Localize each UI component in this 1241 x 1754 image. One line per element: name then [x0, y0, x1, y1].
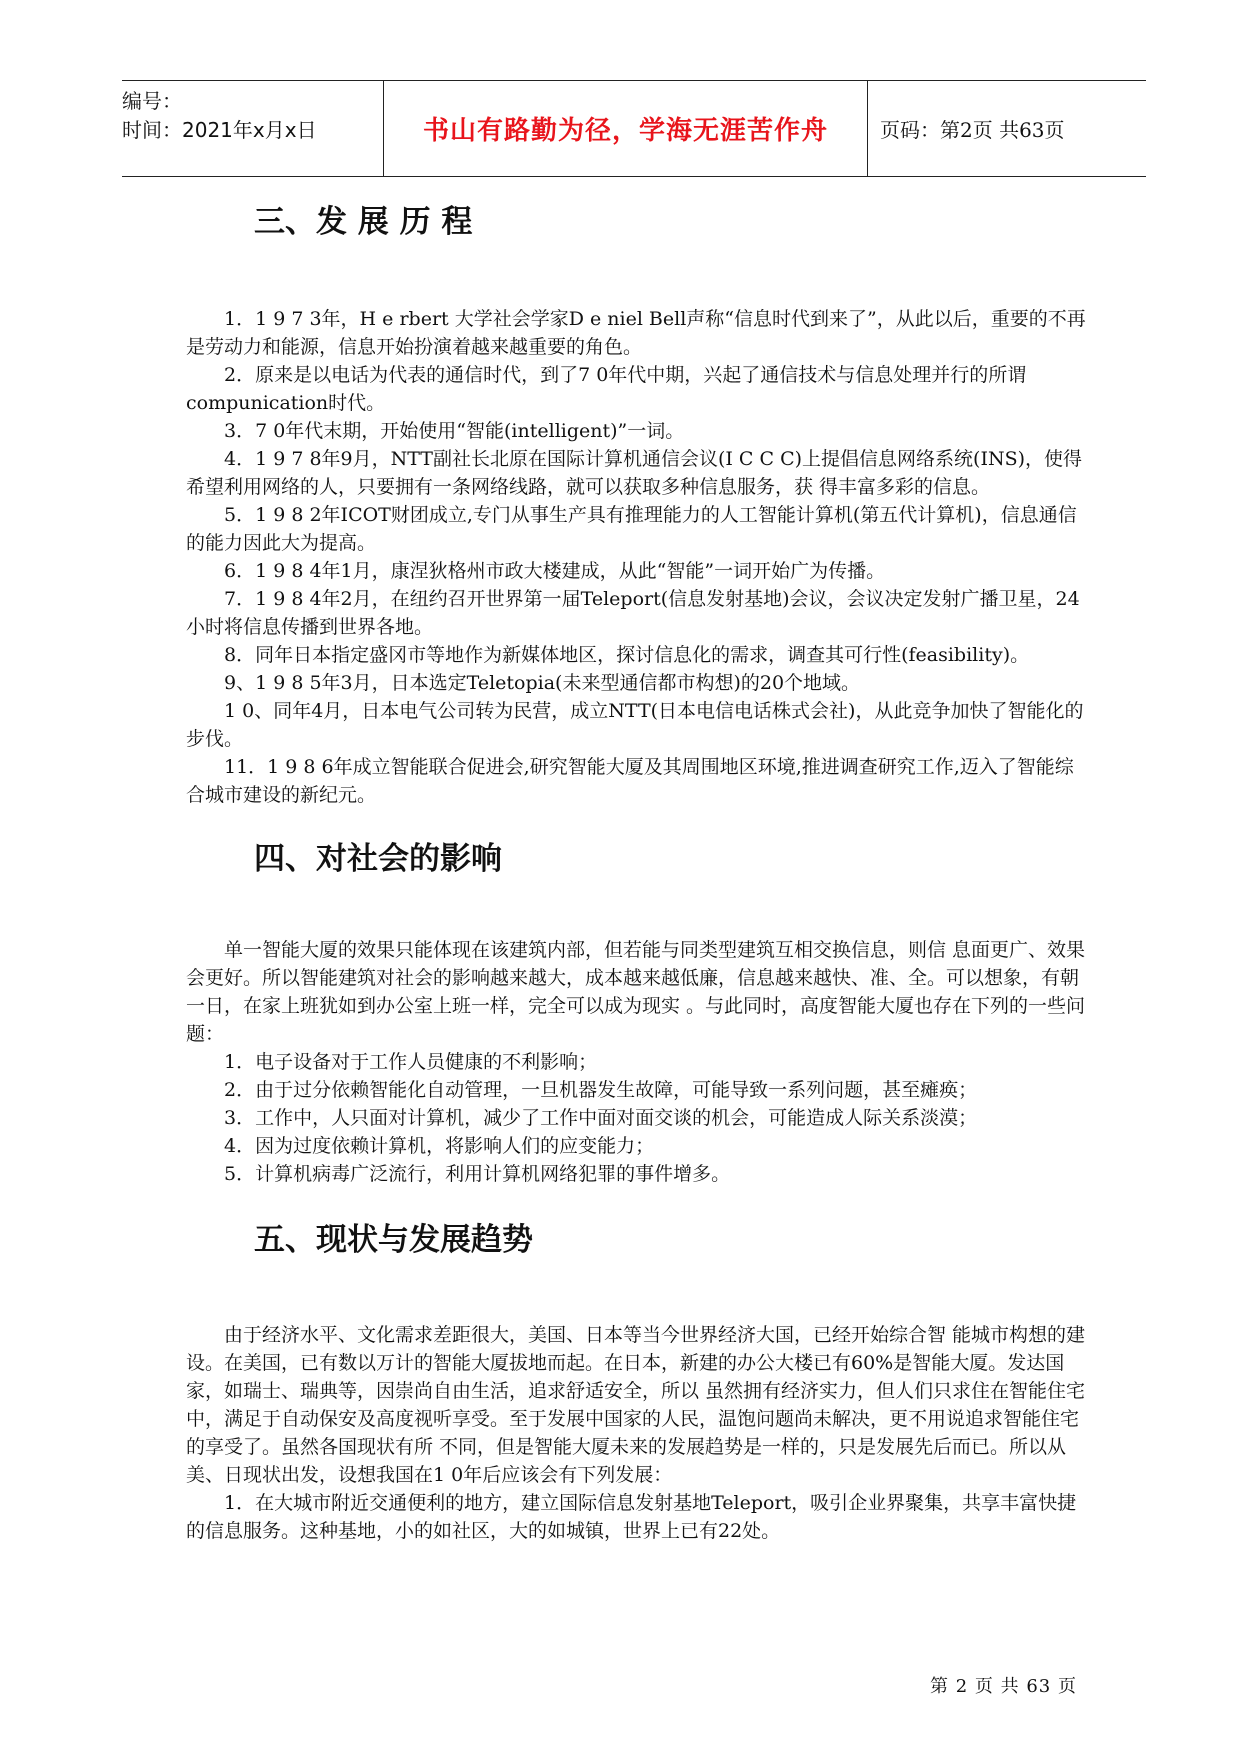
paragraph: 4．1 9 7 8年9月，NTT副社长北原在国际计算机通信会议(I C C C)上提倡信息网络系统(INS)，使得希望利用网络的人，只要拥有一条网络线路，就可以获取多种信息服务，获 得丰富多彩的信息。 — [186, 448, 1083, 498]
paragraph: 5．计算机病毒广泛流行，利用计算机网络犯罪的事件增多。 — [224, 1163, 731, 1185]
motto-text: 书山有路勤为径，学海无涯苦作舟 — [422, 116, 828, 146]
paragraph: 由于经济水平、文化需求差距很大，美国、日本等当今世界经济大国，已经开始综合智 能城市构想的建设。在美国，已有数以万计的智能大厦拔地而起。在日本，新建的办公大楼已有60%是智能大厦。发达国家，如瑞士、瑞典等，因崇尚自由生活，追求舒适安全，所以 虽然拥有经济实力，但人们只求住在智能住宅中，满足于自动保安及高度视听享受。至于发展中国家的人民，温饱问题尚未解决，更不用说追求智能住宅的享受了。虽然各国现状有所 不同，但是智能大厦未来的发展趋势是一样的，只是发展先后而已。所以从美、日现状出发，设想我国在1 0年后应该会有下列发展： — [186, 1324, 1086, 1486]
paragraph: 11．1 9 8 6年成立智能联合促进会,研究智能大厦及其周围地区环境,推进调查研究工作,迈入了智能综合城市建设的新纪元。 — [186, 756, 1074, 806]
trends-list — [186, 1321, 1086, 1545]
header-page-info-cell — [868, 81, 1146, 176]
paragraph: 单一智能大厦的效果只能体现在该建筑内部，但若能与同类型建筑互相交换信息，则信 息面更广、效果会更好。所以智能建筑对社会的影响越来越大，成本越来越低廉，信息越来越快、准、全。可以想象，有朝一日，在家上班犹如到办公室上班一样，完全可以成为现实 。与此同时，高度智能大厦也存在下列的一些问题： — [186, 939, 1086, 1045]
history-list — [186, 305, 1086, 809]
paragraph: 3．工作中，人只面对计算机，减少了工作中面对面交谈的机会，可能造成人际关系淡漠； — [224, 1107, 978, 1129]
paragraph: 1．1 9 7 3年，H e rbert 大学社会学家D e niel Bell声称“信息时代到来了”，从此以后，重要的不再是劳动力和能源，信息开始扮演着越来越重要的角色。 — [186, 308, 1086, 358]
header-left-cell — [122, 81, 383, 176]
section-title-history: 三、发 展 历 程 — [254, 204, 473, 240]
header-motto-cell — [383, 81, 868, 176]
paragraph: 5．1 9 8 2年ICOT财团成立,专门从事生产具有推理能力的人工智能计算机(第五代计算机)，信息通信的能力因此大为提高。 — [186, 504, 1077, 554]
paragraph: 2．原来是以电话为代表的通信时代，到了7 0年代中期，兴起了通信技术与信息处理并行的所谓compunication时代。 — [186, 364, 1027, 414]
paragraph: 3．7 0年代末期，开始使用“智能(intelligent)”一词。 — [224, 420, 685, 442]
paragraph: 7．1 9 8 4年2月，在纽约召开世界第一届Teleport(信息发射基地)会议，会议决定发射广播卫星，24小时将信息传播到世界各地。 — [186, 588, 1080, 638]
page-header — [122, 80, 1146, 177]
paragraph: 2．由于过分依赖智能化自动管理，一旦机器发生故障，可能导致一系列问题，甚至瘫痪； — [224, 1079, 978, 1101]
paragraph: 1 0、同年4月，日本电气公司转为民营，成立NTT(日本电信电话株式会社)，从此竞争加快了智能化的步伐。 — [186, 700, 1084, 750]
time-label: 时间：2021年x月x日 — [122, 118, 317, 142]
paragraph: 6．1 9 8 4年1月，康涅狄格州市政大楼建成，从此“智能”一词开始广为传播。 — [224, 560, 886, 582]
paragraph: 9、1 9 8 5年3月，日本选定Teletopia(未来型通信都市构想)的20个地域。 — [224, 672, 861, 694]
page-info: 页码：第2页 共63页 — [880, 118, 1065, 142]
code-label: 编号： — [122, 89, 182, 113]
section-title-trends: 五、现状与发展趋势 — [254, 1222, 533, 1258]
paragraph: 1．电子设备对于工作人员健康的不利影响； — [224, 1051, 598, 1073]
page-footer: 第 2 页 共 63 页 — [930, 1676, 1077, 1697]
section-title-impact: 四、对社会的影响 — [254, 841, 502, 877]
paragraph: 1．在大城市附近交通便利的地方，建立国际信息发射基地Teleport，吸引企业界聚集，共享丰富快捷的信息服务。这种基地，小的如社区，大的如城镇，世界上已有22处。 — [186, 1492, 1077, 1542]
impact-list — [186, 936, 1086, 1188]
paragraph: 4．因为过度依赖计算机，将影响人们的应变能力； — [224, 1135, 655, 1157]
document-body — [186, 196, 1086, 1545]
paragraph: 8．同年日本指定盛冈市等地作为新媒体地区，探讨信息化的需求，调查其可行性(feasibility)。 — [224, 644, 1030, 666]
